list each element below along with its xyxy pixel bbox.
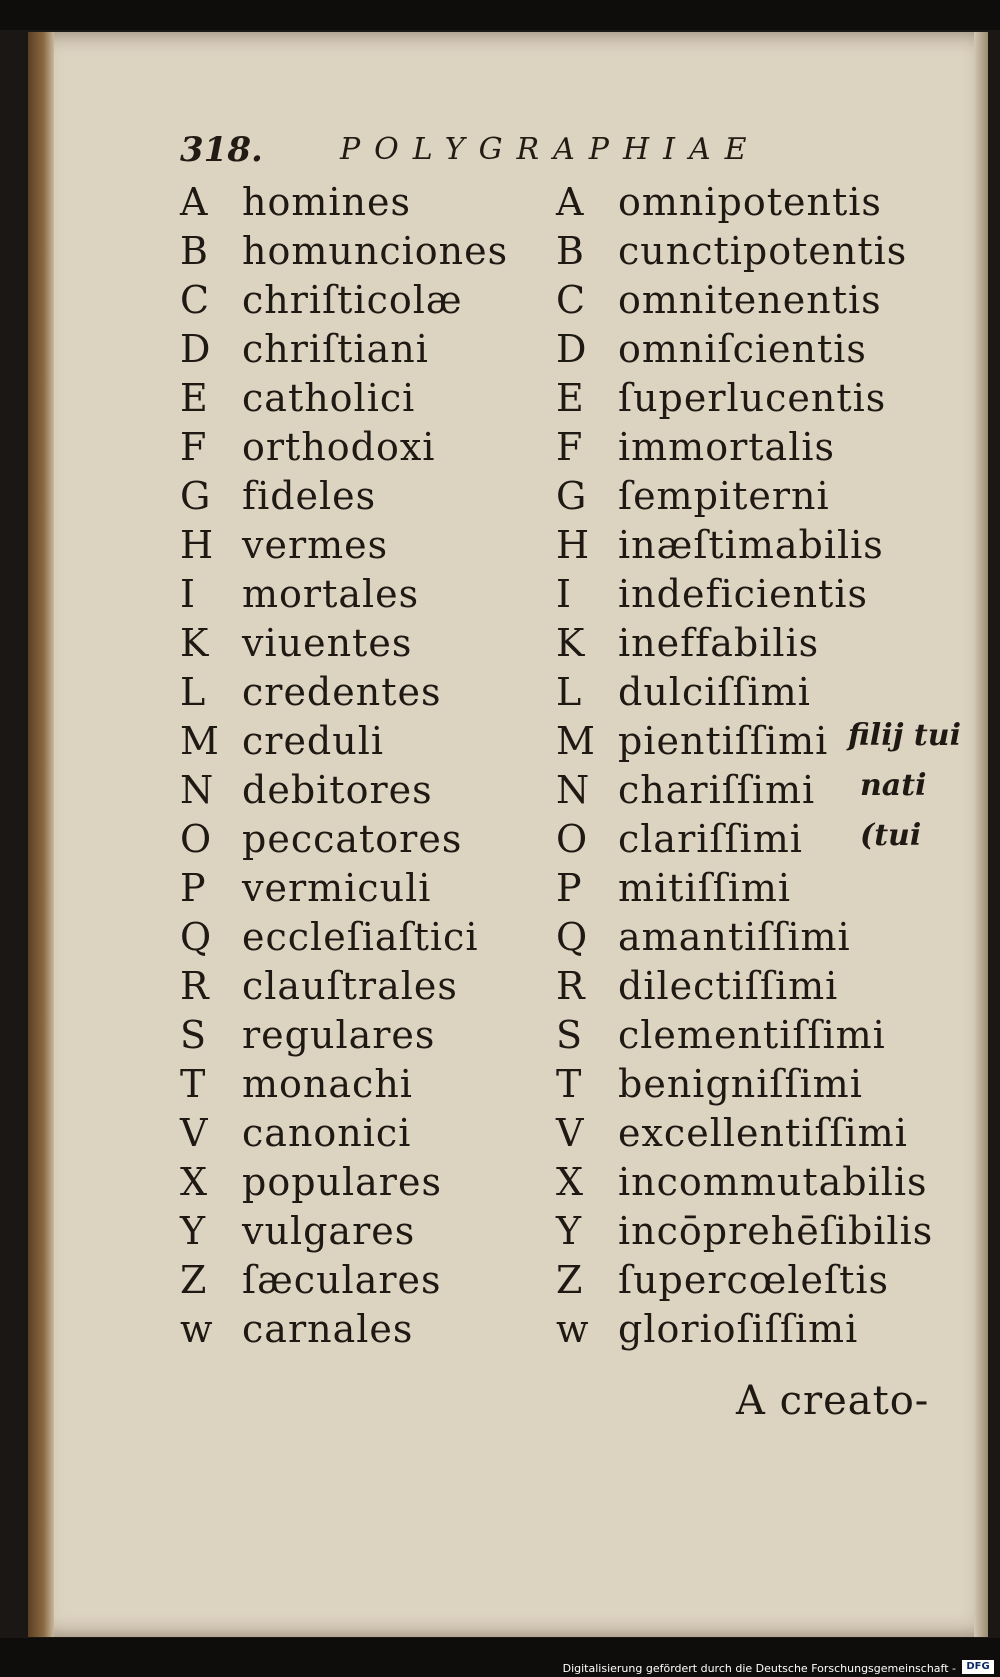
left-cipher-row (180, 521, 520, 570)
cipher-word: clariſſimi (618, 817, 803, 861)
cipher-letter: X (556, 1160, 584, 1204)
left-cipher-row (180, 178, 520, 227)
right-cipher-row (556, 962, 936, 1011)
cipher-letter: K (556, 621, 585, 665)
left-cipher-row (180, 864, 520, 913)
cipher-letter: E (180, 376, 208, 420)
left-cipher-row (180, 815, 520, 864)
left-cipher-row (180, 1109, 520, 1158)
cipher-word: ſæculares (242, 1258, 442, 1302)
right-cipher-row (556, 325, 936, 374)
cipher-word: canonici (242, 1111, 412, 1155)
catchword: A creato- (736, 1378, 930, 1424)
right-cipher-row (556, 178, 936, 227)
cipher-word: mortales (242, 572, 420, 616)
right-cipher-row (556, 1158, 936, 1207)
cipher-word: debitores (242, 768, 433, 812)
right-cipher-row (556, 1305, 936, 1354)
right-cipher-row (556, 1207, 936, 1256)
cipher-letter: L (556, 670, 582, 714)
cipher-word: immortalis (618, 425, 835, 469)
cipher-word: clauſtrales (242, 964, 458, 1008)
page-header (180, 130, 800, 180)
cipher-word: viuentes (242, 621, 413, 665)
cipher-word: ineffabilis (618, 621, 820, 665)
cipher-letter: L (180, 670, 206, 714)
left-cipher-row (180, 1256, 520, 1305)
cipher-word: incōprehēſibilis (618, 1209, 934, 1253)
cipher-word: inæſtimabilis (618, 523, 884, 567)
right-cipher-row (556, 1256, 936, 1305)
marginal-note: filij tui (848, 718, 961, 753)
left-cipher-row (180, 1305, 520, 1354)
cipher-letter: X (180, 1160, 208, 1204)
left-cipher-row (180, 325, 520, 374)
cipher-word: clementiſſimi (618, 1013, 886, 1057)
cipher-word: chriſtiani (242, 327, 429, 371)
cipher-word: homines (242, 180, 412, 224)
cipher-word: dilectiſſimi (618, 964, 839, 1008)
left-column-list (180, 178, 520, 1354)
cipher-letter: R (180, 964, 209, 1008)
left-cipher-row (180, 913, 520, 962)
dfg-logo: DFG (962, 1660, 994, 1674)
right-cipher-row (556, 1060, 936, 1109)
cipher-word: omniſcientis (618, 327, 867, 371)
cipher-letter: V (556, 1111, 584, 1155)
cipher-word: chariſſimi (618, 768, 816, 812)
cipher-word: benigniſſimi (618, 1062, 863, 1106)
cipher-word: mitiſſimi (618, 866, 792, 910)
cipher-letter: P (556, 866, 582, 910)
cipher-letter: M (556, 719, 595, 763)
cipher-letter: H (180, 523, 214, 567)
cipher-letter: N (180, 768, 214, 812)
left-cipher-row (180, 570, 520, 619)
right-cipher-row (556, 864, 936, 913)
cipher-letter: O (556, 817, 588, 861)
left-cipher-row (180, 962, 520, 1011)
right-cipher-row (556, 1109, 936, 1158)
right-cipher-row (556, 521, 936, 570)
cipher-word: homunciones (242, 229, 509, 273)
cipher-letter: Z (180, 1258, 207, 1302)
cipher-letter: O (180, 817, 212, 861)
cipher-word: orthodoxi (242, 425, 436, 469)
left-cipher-row (180, 619, 520, 668)
cipher-word: ſuperlucentis (618, 376, 887, 420)
cipher-letter: A (556, 180, 584, 224)
cipher-letter: F (180, 425, 207, 469)
cipher-letter: G (556, 474, 587, 518)
left-cipher-row (180, 717, 520, 766)
cipher-letter: Z (556, 1258, 583, 1302)
left-cipher-row (180, 1060, 520, 1109)
marginal-note: (tui (860, 818, 922, 853)
cipher-letter: T (180, 1062, 206, 1106)
right-cipher-row (556, 1011, 936, 1060)
cipher-letter: C (180, 278, 210, 322)
left-cipher-row (180, 1207, 520, 1256)
right-cipher-row (556, 423, 936, 472)
left-cipher-row (180, 276, 520, 325)
cipher-word: omnipotentis (618, 180, 882, 224)
book-spine (28, 32, 54, 1637)
cipher-letter: S (180, 1013, 207, 1057)
cipher-word: populares (242, 1160, 442, 1204)
right-cipher-row (556, 570, 936, 619)
right-cipher-row (556, 913, 936, 962)
scan-top-border (0, 0, 1000, 30)
left-cipher-row (180, 1011, 520, 1060)
left-cipher-row (180, 1158, 520, 1207)
cipher-word: dulciſſimi (618, 670, 811, 714)
cipher-letter: Y (556, 1209, 582, 1253)
cipher-word: amantiſſimi (618, 915, 851, 959)
cipher-letter: N (556, 768, 590, 812)
cipher-word: vermes (242, 523, 389, 567)
cipher-word: vulgares (242, 1209, 416, 1253)
cipher-letter: M (180, 719, 219, 763)
right-cipher-row (556, 276, 936, 325)
cipher-letter: Q (556, 915, 588, 959)
cipher-letter: F (556, 425, 583, 469)
cipher-word: excellentiſſimi (618, 1111, 908, 1155)
cipher-letter: I (556, 572, 572, 616)
cipher-letter: B (556, 229, 584, 273)
cipher-word: creduli (242, 719, 385, 763)
cipher-word: pientiſſimi (618, 719, 829, 763)
cipher-letter: C (556, 278, 586, 322)
cipher-letter: H (556, 523, 590, 567)
cipher-letter: E (556, 376, 584, 420)
left-cipher-row (180, 374, 520, 423)
right-cipher-row (556, 619, 936, 668)
left-cipher-row (180, 766, 520, 815)
running-head: POLYGRAPHIAE (340, 132, 761, 167)
right-column-list (556, 178, 936, 1354)
cipher-word: chriſticolæ (242, 278, 463, 322)
cipher-letter: Y (180, 1209, 206, 1253)
cipher-letter: K (180, 621, 209, 665)
cipher-letter: w (180, 1307, 213, 1351)
left-cipher-row (180, 227, 520, 276)
cipher-letter: I (180, 572, 196, 616)
cipher-letter: S (556, 1013, 583, 1057)
right-cipher-row (556, 668, 936, 717)
cipher-word: monachi (242, 1062, 413, 1106)
marginal-note: nati (860, 768, 927, 803)
left-cipher-row (180, 472, 520, 521)
left-cipher-row (180, 668, 520, 717)
page-edge (974, 32, 988, 1637)
cipher-word: carnales (242, 1307, 414, 1351)
cipher-letter: P (180, 866, 206, 910)
cipher-word: fideles (242, 474, 377, 518)
page-number: 318. (180, 130, 263, 170)
cipher-word: catholici (242, 376, 416, 420)
digitization-credit: Digitalisierung gefördert durch die Deutsche Forschungsgemeinschaft - (562, 1662, 956, 1675)
cipher-letter: A (180, 180, 208, 224)
cipher-word: cunctipotentis (618, 229, 908, 273)
cipher-letter: V (180, 1111, 208, 1155)
cipher-word: peccatores (242, 817, 463, 861)
cipher-letter: Q (180, 915, 212, 959)
cipher-word: credentes (242, 670, 442, 714)
right-cipher-row (556, 472, 936, 521)
right-cipher-row (556, 374, 936, 423)
cipher-word: omnitenentis (618, 278, 882, 322)
cipher-letter: w (556, 1307, 589, 1351)
cipher-word: ſupercœleſtis (618, 1258, 890, 1302)
left-cipher-row (180, 423, 520, 472)
cipher-word: incommutabilis (618, 1160, 928, 1204)
cipher-word: ſempiterni (618, 474, 830, 518)
cipher-word: eccleſiaſtici (242, 915, 479, 959)
cipher-word: regulares (242, 1013, 436, 1057)
cipher-word: indeficientis (618, 572, 868, 616)
cipher-word: vermiculi (242, 866, 432, 910)
cipher-letter: B (180, 229, 208, 273)
right-cipher-row (556, 227, 936, 276)
cipher-letter: R (556, 964, 585, 1008)
cipher-letter: D (556, 327, 587, 371)
cipher-word: glorioſiſſimi (618, 1307, 859, 1351)
cipher-letter: G (180, 474, 211, 518)
cipher-letter: D (180, 327, 211, 371)
cipher-letter: T (556, 1062, 582, 1106)
